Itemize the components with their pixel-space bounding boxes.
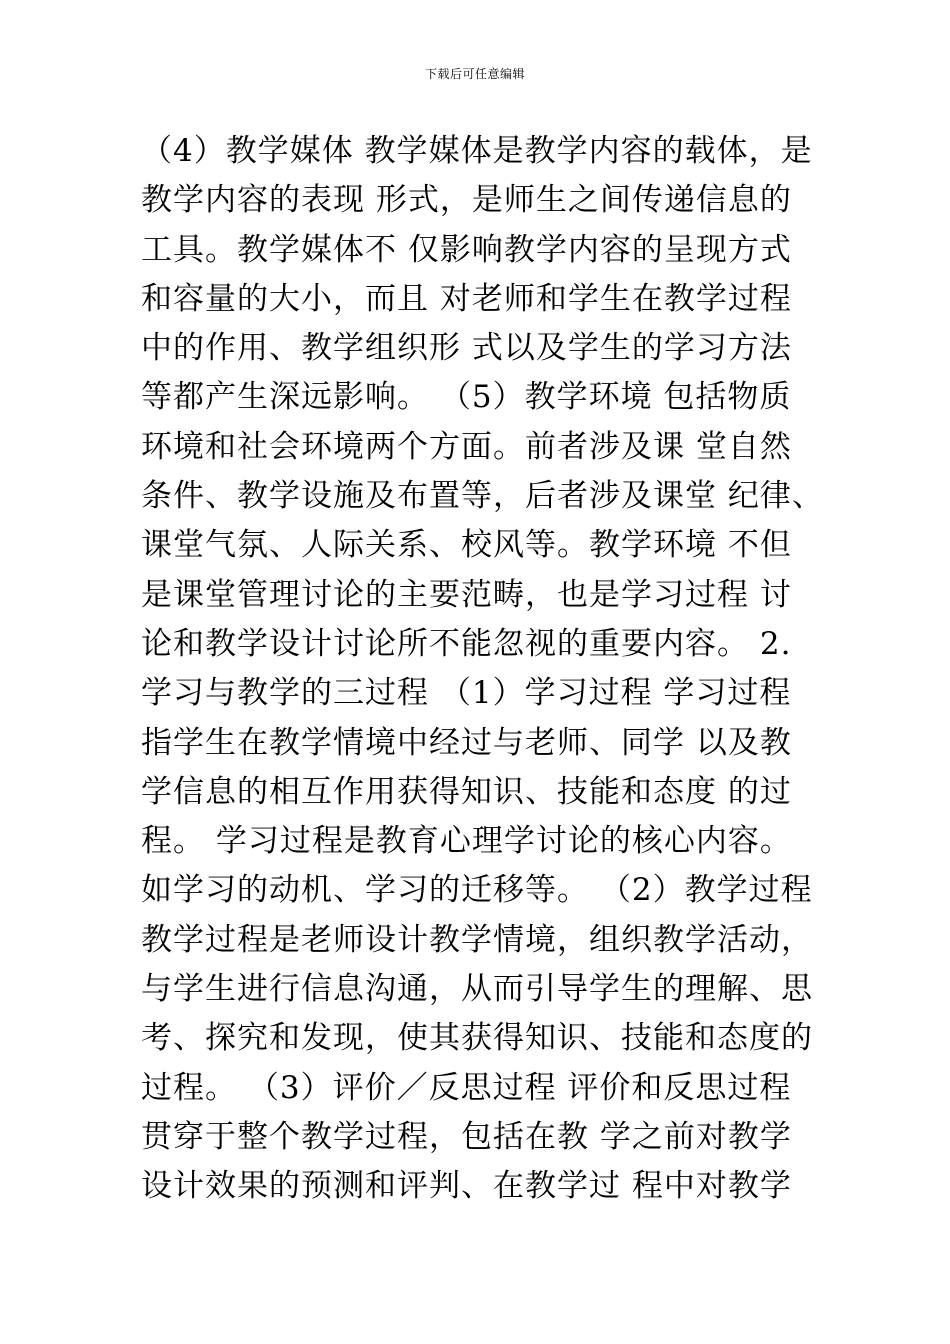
text-line: 如学习的动机、学习的迁移等。 （2）教学过程 (141, 872, 813, 909)
text-line: 是课堂管理讨论的主要范畴，也是学习过程 讨 (141, 576, 792, 613)
text-line: 和容量的大小，而且 对老师和学生在教学过程 (141, 280, 792, 317)
body-text (141, 127, 861, 1212)
text-line: 过程。 （3）评价／反思过程 评价和反思过程 (141, 1069, 792, 1106)
text-line: 工具。教学媒体不 仅影响教学内容的呈现方式 (141, 231, 792, 268)
text-line: 设计效果的预测和评判、在教学过 程中对教学 (141, 1168, 792, 1205)
text-line: 贯穿于整个教学过程，包括在教 学之前对教学 (141, 1118, 792, 1155)
text-line: 论和教学设计讨论所不能忽视的重要内容。 2. (141, 625, 792, 662)
text-line: 课堂气氛、人际关系、校风等。教学环境 不但 (141, 527, 792, 564)
page-header: 下载后可任意编辑 (424, 67, 525, 81)
text-line: 条件、教学设施及布置等，后者涉及课堂 纪律、 (141, 478, 824, 515)
text-line: 中的作用、教学组织形 式以及学生的学习方法 (141, 330, 792, 367)
text-line: 教学内容的表现 形式，是师生之间传递信息的 (141, 182, 792, 219)
text-line: 学习与教学的三过程 （1）学习过程 学习过程 (141, 675, 792, 712)
text-line: （4）教学媒体 教学媒体是教学内容的载体，是 (141, 133, 813, 169)
text-line: 学信息的相互作用获得知识、技能和态度 的过 (141, 773, 792, 810)
text-line: 教学过程是老师设计教学情境，组织教学活动， (141, 921, 813, 958)
text-line: 环境和社会环境两个方面。前者涉及课 堂自然 (141, 428, 792, 465)
text-line: 指学生在教学情境中经过与老师、同学 以及教 (141, 724, 792, 761)
text-line: 考、探究和发现，使其获得知识、技能和态度的 (141, 1020, 813, 1057)
text-line: 与学生进行信息沟通，从而引导学生的理解、思 (141, 971, 813, 1008)
text-line: 等都产生深远影响。 （5）教学环境 包括物质 (141, 379, 792, 416)
text-line: 程。 学习过程是教育心理学讨论的核心内容。 (141, 823, 792, 860)
